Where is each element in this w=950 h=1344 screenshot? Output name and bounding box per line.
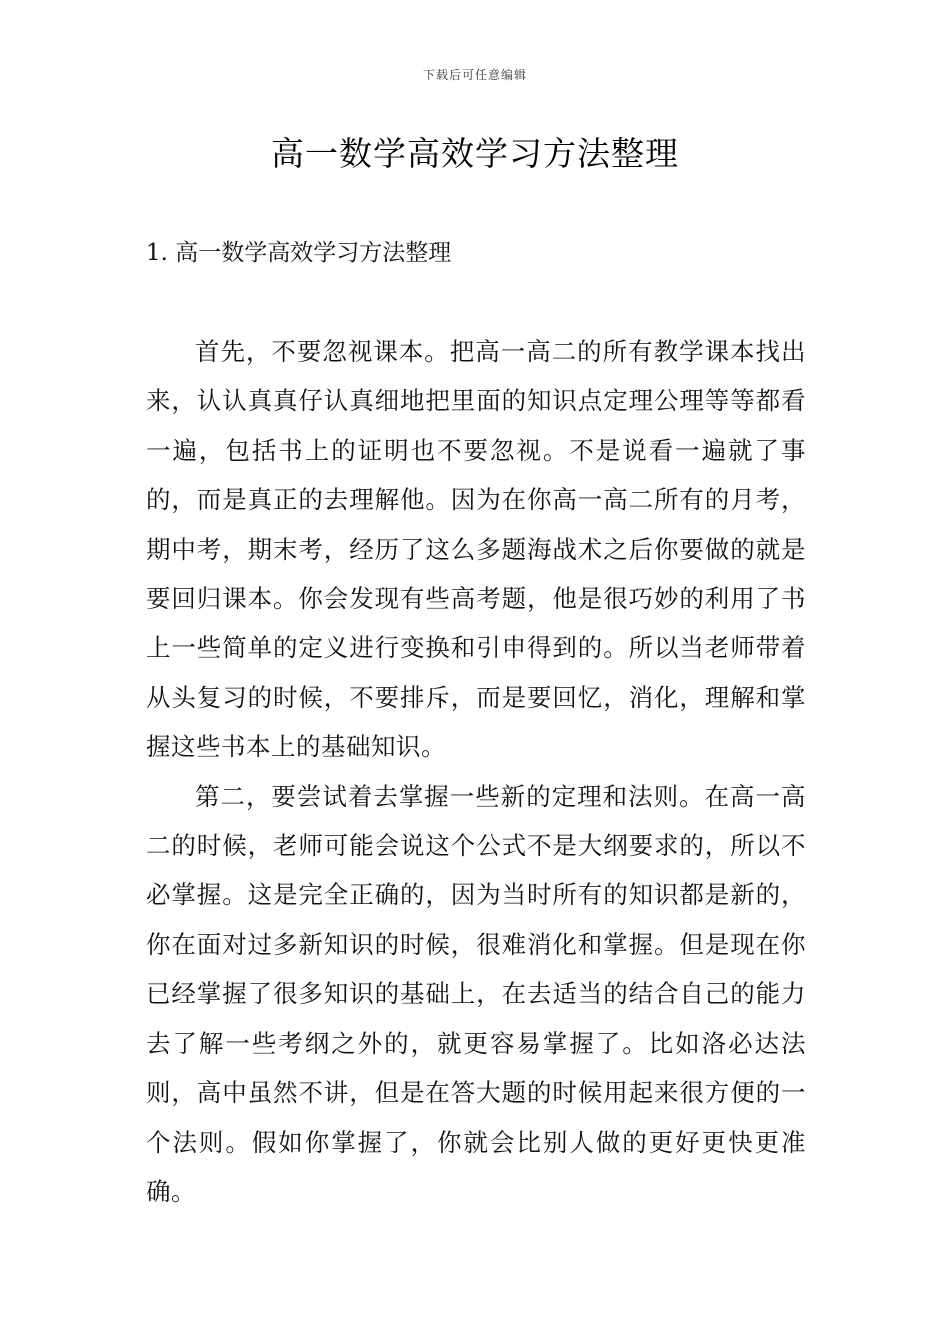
document-title: 高一数学高效学习方法整理 [271, 134, 679, 173]
section-heading: 1. 高一数学高效学习方法整理 [146, 240, 452, 266]
document-body [146, 327, 806, 1216]
paragraph-2: 第二，要尝试着去掌握一些新的定理和法则。在高一高二的时候，老师可能会说这个公式不是大纲要求的，所以不必掌握。这是完全正确的，因为当时所有的知识都是新的，你在面对过多新知识的时候，很难消化和掌握。但是现在你已经掌握了很多知识的基础上，在去适当的结合自己的能力去了解一些考纲之外的，就更容易掌握了。比如洛必达法则，高中虽然不讲，但是在答大题的时候用起来很方便的一个法则。假如你掌握了，你就会比别人做的更好更快更准确。 [146, 781, 806, 1206]
page-header-note: 下载后可任意编辑 [422, 68, 527, 82]
paragraph-1: 首先，不要忽视课本。把高一高二的所有教学课本找出来，认认真真仔认真细地把里面的知识点定理公理等等都看一遍，包括书上的证明也不要忽视。不是说看一遍就了事的，而是真正的去理解他。因为在你高一高二所有的月考，期中考，期末考，经历了这么多题海战术之后你要做的就是要回归课本。你会发现有些高考题，他是很巧妙的利用了书上一些简单的定义进行变换和引申得到的。所以当老师带着从头复习的时候，不要排斥，而是要回忆，消化，理解和掌握这些书本上的基础知识。 [146, 337, 806, 762]
